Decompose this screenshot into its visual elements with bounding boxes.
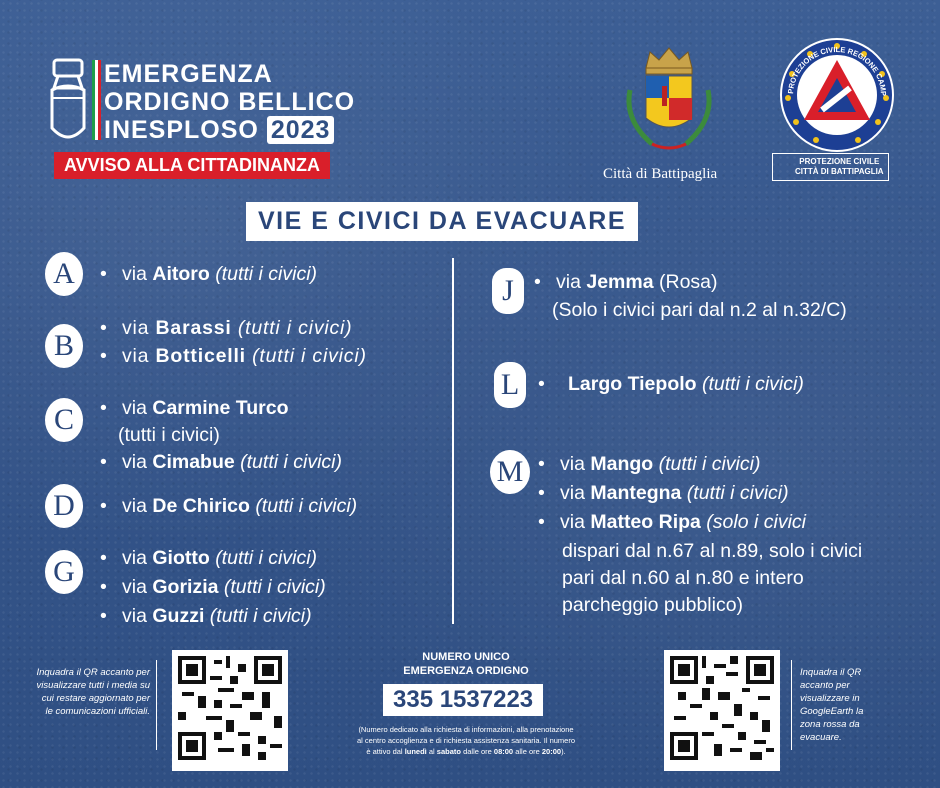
letter-g: G [45,550,83,594]
number-title [376,650,556,678]
title-line-2: ORDIGNO BELLICO [104,88,356,116]
street-aitoro: • via Aitoro (tutti i civici) [100,263,318,285]
title-inesploso: INESPLOSO [104,116,259,144]
italian-flag-stripe [92,60,101,140]
title-line-3 [104,116,334,144]
letter-m: M [490,450,530,494]
matteo-ripa-note-2: dispari dal n.67 al n.89, solo i civici [562,540,863,562]
street-jemma: • via Jemma (Rosa) [534,271,718,293]
letter-a: A [45,252,83,296]
qr-code-icon [178,656,282,760]
qr-right-divider [791,660,792,750]
letter-j: J [492,268,524,314]
street-mango: • via Mango (tutti i civici) [538,453,761,475]
qr-left-divider [156,660,157,750]
qr-code-media[interactable] [172,650,288,771]
letter-b: B [45,324,83,368]
number-title-line1: NUMERO UNICO [422,651,510,663]
city-caption: Città di Battipaglia [603,166,718,182]
title-line-1: EMERGENZA [104,60,273,88]
street-guzzi: • via Guzzi (tutti i civici) [100,605,312,627]
year-badge: 2023 [267,116,335,144]
column-divider [452,258,454,624]
street-barassi: • via Barassi (tutti i civici) [100,317,353,339]
matteo-ripa-note-3: pari dal n.60 al n.80 e intero [562,567,804,589]
pc-city-line1: PROTEZIONE CIVILE [799,157,880,166]
street-botticelli: • via Botticelli (tutti i civici) [100,345,367,367]
number-note-line1: (Numero dedicato alla richiesta di informazioni, alla prenotazione [358,725,574,734]
street-cimabue: • via Cimabue (tutti i civici) [100,451,342,473]
pc-ring-label: PROTEZIONE CIVILE REGIONE CAMPANIA [770,9,889,96]
pc-ring-text [770,9,901,96]
matteo-ripa-note-4: parcheggio pubblico) [562,594,744,616]
street-giotto: • via Giotto (tutti i civici) [100,547,318,569]
street-largo-tiepolo: • Largo Tiepolo (tutti i civici) [538,373,804,395]
street-de-chirico: • via De Chirico (tutti i civici) [100,495,358,517]
section-title: VIE E CIVICI DA EVACUARE [246,202,638,241]
number-note-line2: al centro accoglienza e di richiesta assistenza sanitaria. Il numero [356,736,576,745]
qr-code-googleearth[interactable] [664,650,780,771]
street-carmine-turco: • via Carmine Turco [100,397,289,419]
avviso-banner: AVVISO ALLA CITTADINANZA [54,152,330,179]
qr-right-note: Inquadra il QR accanto per visualizzare in GoogleEarth la zona rossa da evacuare. [800,667,864,743]
pc-city-line2: CITTÀ DI BATTIPAGLIA [795,167,884,176]
letter-d: D [45,484,83,528]
number-note-line3: è attivo dal lunedì al sabato dalle ore 08:00 alle ore 20:00). [366,747,566,756]
pc-city-badge [772,153,889,181]
emergency-number[interactable]: 335 1537223 [383,684,543,716]
street-jemma-note: (Solo i civici pari dal n.2 al n.32/C) [552,299,847,321]
letter-c: C [45,398,83,442]
number-title-line2: EMERGENZA ORDIGNO [403,665,529,677]
street-mantegna: • via Mantegna (tutti i civici) [538,482,789,504]
street-matteo-ripa: • via Matteo Ripa (solo i civici [538,511,806,533]
number-note [318,724,614,757]
street-carmine-turco-note: (tutti i civici) [118,424,220,446]
qr-left-note: Inquadra il QR accanto per visualizzare tutti i media su cui restare aggiornato per le comunicazioni ufficiali. [36,667,150,717]
qr-code-icon [670,656,774,760]
street-gorizia: • via Gorizia (tutti i civici) [100,576,326,598]
bomb-icon [48,58,88,144]
letter-l: L [494,362,526,408]
city-crest-icon [622,40,716,162]
